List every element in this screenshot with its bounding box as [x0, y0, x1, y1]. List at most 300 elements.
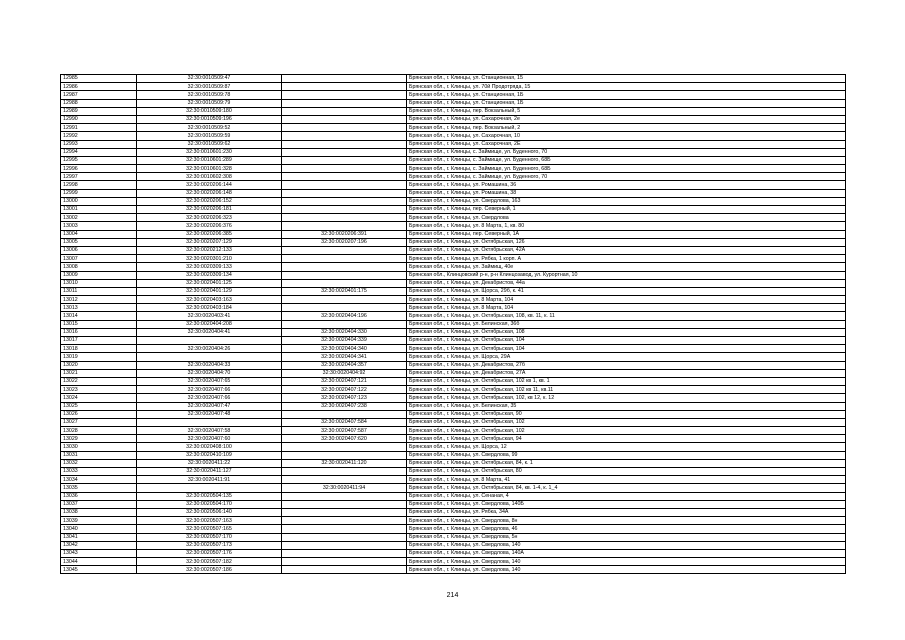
table-row — [61, 484, 846, 492]
table-row — [61, 533, 846, 541]
cadastral-number-cell: 32:30:0020407:60 — [137, 435, 282, 443]
address-cell: Брянская обл., г. Клинцы, ул. Октябрьская, 80 — [407, 468, 846, 476]
row-number-cell: 13014 — [61, 312, 137, 320]
cadastral-number-cell: 32:30:0020411:127 — [137, 468, 282, 476]
table-row — [61, 361, 846, 369]
related-cadastral-number-cell — [282, 320, 407, 328]
address-cell: Брянская обл., г. Клинцы, ул. Декабристов, 27А — [407, 369, 846, 377]
cadastral-number-cell: 32:30:0010509:62 — [137, 140, 282, 148]
address-cell: Брянская обл., г. Клинцы, ул. Октябрьская, 102 — [407, 427, 846, 435]
related-cadastral-number-cell — [282, 132, 407, 140]
cadastral-number-cell: 32:30:0020411:22 — [137, 459, 282, 467]
related-cadastral-number-cell — [282, 214, 407, 222]
related-cadastral-number-cell — [282, 541, 407, 549]
cadastral-number-cell: 32:30:0020212:133 — [137, 246, 282, 254]
table-row — [61, 386, 846, 394]
address-cell: Брянская обл., г. Клинцы, ул. Октябрьская, 104 — [407, 345, 846, 353]
cadastral-number-cell: 32:30:0020507:165 — [137, 525, 282, 533]
address-cell: Брянская обл., Клинцовский р-н, р-н Клинцозавод, ул. Курортная, 10 — [407, 271, 846, 279]
table-row — [61, 353, 846, 361]
row-number-cell: 12986 — [61, 83, 137, 91]
row-number-cell: 13043 — [61, 549, 137, 557]
row-number-cell: 12988 — [61, 99, 137, 107]
related-cadastral-number-cell: 32:30:0020404:92 — [282, 369, 407, 377]
address-cell: Брянская обл., г. Клинцы, ул. Станционная, 1Б — [407, 91, 846, 99]
table-row — [61, 279, 846, 287]
property-register-table — [60, 74, 846, 574]
cadastral-number-cell: 32:30:0020207:129 — [137, 238, 282, 246]
row-number-cell: 13010 — [61, 279, 137, 287]
related-cadastral-number-cell — [282, 492, 407, 500]
address-cell: Брянская обл., г. Клинцы, ул. Октябрьская, 108 — [407, 328, 846, 336]
related-cadastral-number-cell: 32:30:0020411:94 — [282, 484, 407, 492]
related-cadastral-number-cell: 32:30:0020407:121 — [282, 377, 407, 385]
cadastral-number-cell: 32:30:0010601:328 — [137, 165, 282, 173]
table-row — [61, 206, 846, 214]
cadastral-number-cell — [137, 484, 282, 492]
table-row — [61, 115, 846, 123]
related-cadastral-number-cell — [282, 500, 407, 508]
address-cell: Брянская обл., г. Клинцы, ул. Свердлова, 163 — [407, 197, 846, 205]
row-number-cell: 13004 — [61, 230, 137, 238]
related-cadastral-number-cell — [282, 206, 407, 214]
cadastral-number-cell: 32:30:0020206:376 — [137, 222, 282, 230]
table-row — [61, 320, 846, 328]
address-cell: Брянская обл., г. Клинцы, ул. Щорса, 12 — [407, 443, 846, 451]
related-cadastral-number-cell — [282, 83, 407, 91]
address-cell: Брянская обл., г. Клинцы, ул. Щорса, 29б, к. 41 — [407, 287, 846, 295]
cadastral-number-cell: 32:30:0010601:289 — [137, 156, 282, 164]
cadastral-number-cell: 32:30:0020407:48 — [137, 410, 282, 418]
related-cadastral-number-cell — [282, 468, 407, 476]
address-cell: Брянская обл., г. Клинцы, пер. Вокзальный, 2 — [407, 124, 846, 132]
row-number-cell: 13033 — [61, 468, 137, 476]
cadastral-number-cell: 32:30:0020404:70 — [137, 369, 282, 377]
related-cadastral-number-cell — [282, 173, 407, 181]
cadastral-number-cell: 32:30:0020309:134 — [137, 271, 282, 279]
related-cadastral-number-cell — [282, 75, 407, 83]
table-row — [61, 197, 846, 205]
row-number-cell: 13030 — [61, 443, 137, 451]
related-cadastral-number-cell: 32:30:0020407:584 — [282, 418, 407, 426]
address-cell: Брянская обл., г. Клинцы, с. Займище, ул. Буденного, 70 — [407, 148, 846, 156]
cadastral-number-cell: 32:30:0010602:308 — [137, 173, 282, 181]
address-cell: Брянская обл., г. Клинцы, ул. Октябрьская, 84, кв. 1-4, к. 1_4 — [407, 484, 846, 492]
row-number-cell: 13011 — [61, 287, 137, 295]
related-cadastral-number-cell — [282, 476, 407, 484]
address-cell: Брянская обл., г. Клинцы, ул. Октябрьская, 102 кв 1, кв. 1 — [407, 377, 846, 385]
table-row — [61, 566, 846, 574]
related-cadastral-number-cell — [282, 271, 407, 279]
related-cadastral-number-cell: 32:30:0020404:196 — [282, 312, 407, 320]
cadastral-number-cell: 32:30:0020206:385 — [137, 230, 282, 238]
row-number-cell: 13045 — [61, 566, 137, 574]
table-row — [61, 91, 846, 99]
row-number-cell: 13020 — [61, 361, 137, 369]
cadastral-number-cell: 32:30:0020504:170 — [137, 500, 282, 508]
address-cell: Брянская обл., г. Клинцы, ул. Октябрьская, 126 — [407, 238, 846, 246]
row-number-cell: 13022 — [61, 377, 137, 385]
cadastral-number-cell: 32:30:0020507:170 — [137, 533, 282, 541]
table-row — [61, 345, 846, 353]
address-cell: Брянская обл., г. Клинцы, ул. Свердлова, 140 — [407, 541, 846, 549]
row-number-cell: 13005 — [61, 238, 137, 246]
row-number-cell: 13026 — [61, 410, 137, 418]
table-row — [61, 214, 846, 222]
related-cadastral-number-cell — [282, 517, 407, 525]
related-cadastral-number-cell — [282, 189, 407, 197]
row-number-cell: 12995 — [61, 156, 137, 164]
address-cell: Брянская обл., г. Клинцы, ул. Октябрьская, 102, кв 12, к. 12 — [407, 394, 846, 402]
related-cadastral-number-cell — [282, 508, 407, 516]
cadastral-number-cell: 32:30:0020404:26 — [137, 345, 282, 353]
row-number-cell: 13017 — [61, 337, 137, 345]
related-cadastral-number-cell — [282, 566, 407, 574]
table-row — [61, 459, 846, 467]
table-row — [61, 99, 846, 107]
cadastral-number-cell: 32:30:0010601:230 — [137, 148, 282, 156]
table-row — [61, 255, 846, 263]
table-row — [61, 394, 846, 402]
row-number-cell: 12992 — [61, 132, 137, 140]
address-cell: Брянская обл., г. Клинцы, ул. Станционная, 1Б — [407, 99, 846, 107]
related-cadastral-number-cell: 32:30:0020404:339 — [282, 337, 407, 345]
row-number-cell: 13029 — [61, 435, 137, 443]
related-cadastral-number-cell: 32:30:0020404:357 — [282, 361, 407, 369]
row-number-cell: 13027 — [61, 418, 137, 426]
row-number-cell: 13028 — [61, 427, 137, 435]
row-number-cell: 12985 — [61, 75, 137, 83]
table-row — [61, 377, 846, 385]
row-number-cell: 12989 — [61, 107, 137, 115]
address-cell: Брянская обл., г. Клинцы, ул. Сахарочная, 2е — [407, 115, 846, 123]
related-cadastral-number-cell — [282, 304, 407, 312]
table-row — [61, 271, 846, 279]
address-cell: Брянская обл., г. Клинцы, с. Займище, ул. Буденного, 68Б — [407, 165, 846, 173]
address-cell: Брянская обл., г. Клинцы, ул. Белинская, 36б — [407, 320, 846, 328]
related-cadastral-number-cell: 32:30:0020207:196 — [282, 238, 407, 246]
related-cadastral-number-cell — [282, 410, 407, 418]
table-row — [61, 500, 846, 508]
table-row — [61, 427, 846, 435]
cadastral-number-cell: 32:30:0020507:182 — [137, 558, 282, 566]
row-number-cell: 13038 — [61, 508, 137, 516]
table-row — [61, 238, 846, 246]
cadastral-number-cell: 32:30:0010509:87 — [137, 83, 282, 91]
row-number-cell: 13000 — [61, 197, 137, 205]
cadastral-number-cell — [137, 337, 282, 345]
address-cell: Брянская обл., г. Клинцы, с. Займище, ул. Буденного, 70 — [407, 173, 846, 181]
cadastral-number-cell: 32:30:0010509:59 — [137, 132, 282, 140]
address-cell: Брянская обл., г. Клинцы, ул. Свердлова, 140 — [407, 558, 846, 566]
address-cell: Брянская обл., г. Клинцы, ул. Ромашина, 36 — [407, 181, 846, 189]
table-row — [61, 517, 846, 525]
related-cadastral-number-cell: 32:30:0020407:122 — [282, 386, 407, 394]
row-number-cell: 13012 — [61, 296, 137, 304]
row-number-cell: 13041 — [61, 533, 137, 541]
table-row — [61, 222, 846, 230]
related-cadastral-number-cell — [282, 533, 407, 541]
cadastral-number-cell: 32:30:0020507:176 — [137, 549, 282, 557]
related-cadastral-number-cell: 32:30:0020404:341 — [282, 353, 407, 361]
cadastral-number-cell: 32:30:0010509:78 — [137, 91, 282, 99]
related-cadastral-number-cell — [282, 451, 407, 459]
table-row — [61, 451, 846, 459]
row-number-cell: 13031 — [61, 451, 137, 459]
cadastral-number-cell: 32:30:0020401:129 — [137, 287, 282, 295]
table-row — [61, 140, 846, 148]
related-cadastral-number-cell: 32:30:0020206:391 — [282, 230, 407, 238]
cadastral-number-cell: 32:30:0010509:196 — [137, 115, 282, 123]
register-table-body — [61, 75, 846, 574]
address-cell: Брянская обл., г. Клинцы, ул. Станционная, 15 — [407, 75, 846, 83]
row-number-cell: 13036 — [61, 492, 137, 500]
row-number-cell: 13013 — [61, 304, 137, 312]
table-row — [61, 263, 846, 271]
address-cell: Брянская обл., г. Клинцы, ул. 70й Продотряда, 15 — [407, 83, 846, 91]
cadastral-number-cell: 32:30:0020206:181 — [137, 206, 282, 214]
related-cadastral-number-cell: 32:30:0020404:340 — [282, 345, 407, 353]
address-cell: Брянская обл., г. Клинцы, пер. Северный, 1 — [407, 206, 846, 214]
row-number-cell: 13007 — [61, 255, 137, 263]
address-cell: Брянская обл., г. Клинцы, ул. Свердлова, 140 — [407, 566, 846, 574]
row-number-cell: 13015 — [61, 320, 137, 328]
table-row — [61, 230, 846, 238]
table-row — [61, 246, 846, 254]
address-cell: Брянская обл., г. Клинцы, ул. Белинская, 35 — [407, 402, 846, 410]
row-number-cell: 13040 — [61, 525, 137, 533]
cadastral-number-cell: 32:30:0020206:323 — [137, 214, 282, 222]
address-cell: Брянская обл., г. Клинцы, ул. Свердлова, 5н — [407, 533, 846, 541]
cadastral-number-cell: 32:30:0020407:47 — [137, 402, 282, 410]
row-number-cell: 12993 — [61, 140, 137, 148]
related-cadastral-number-cell — [282, 148, 407, 156]
address-cell: Брянская обл., г. Клинцы, ул. Октябрьская, 94 — [407, 435, 846, 443]
row-number-cell: 13002 — [61, 214, 137, 222]
address-cell: Брянская обл., г. Клинцы, ул. Октябрьская, 108, кв. 11, к. 11 — [407, 312, 846, 320]
cadastral-number-cell: 32:30:0020507:173 — [137, 541, 282, 549]
row-number-cell: 13009 — [61, 271, 137, 279]
row-number-cell: 13025 — [61, 402, 137, 410]
table-row — [61, 165, 846, 173]
table-row — [61, 189, 846, 197]
table-row — [61, 124, 846, 132]
address-cell: Брянская обл., г. Клинцы, пер. Северный, 1А — [407, 230, 846, 238]
cadastral-number-cell: 32:30:0020410:109 — [137, 451, 282, 459]
row-number-cell: 13008 — [61, 263, 137, 271]
row-number-cell: 13003 — [61, 222, 137, 230]
row-number-cell: 13006 — [61, 246, 137, 254]
cadastral-number-cell: 32:30:0020403:163 — [137, 296, 282, 304]
cadastral-number-cell — [137, 418, 282, 426]
row-number-cell: 12990 — [61, 115, 137, 123]
row-number-cell: 13021 — [61, 369, 137, 377]
related-cadastral-number-cell — [282, 279, 407, 287]
row-number-cell: 13042 — [61, 541, 137, 549]
related-cadastral-number-cell — [282, 99, 407, 107]
related-cadastral-number-cell: 32:30:0020407:238 — [282, 402, 407, 410]
address-cell: Брянская обл., г. Клинцы, ул. Свердлова, 99 — [407, 451, 846, 459]
related-cadastral-number-cell — [282, 558, 407, 566]
table-row — [61, 492, 846, 500]
table-row — [61, 435, 846, 443]
address-cell: Брянская обл., г. Клинцы, ул. Октябрьская, 104 — [407, 337, 846, 345]
row-number-cell: 13039 — [61, 517, 137, 525]
table-row — [61, 173, 846, 181]
related-cadastral-number-cell — [282, 296, 407, 304]
related-cadastral-number-cell — [282, 107, 407, 115]
cadastral-number-cell: 32:30:0020408:100 — [137, 443, 282, 451]
cadastral-number-cell — [137, 353, 282, 361]
related-cadastral-number-cell — [282, 222, 407, 230]
address-cell: Брянская обл., г. Клинцы, ул. 8 Марта, 104 — [407, 304, 846, 312]
related-cadastral-number-cell — [282, 255, 407, 263]
cadastral-number-cell: 32:30:0010509:52 — [137, 124, 282, 132]
related-cadastral-number-cell — [282, 165, 407, 173]
address-cell: Брянская обл., г. Клинцы, ул. Октябрьская, 102 кв 11, кв.11 — [407, 386, 846, 394]
address-cell: Брянская обл., г. Клинцы, ул. Рябка, 34А — [407, 508, 846, 516]
related-cadastral-number-cell: 32:30:0020404:330 — [282, 328, 407, 336]
related-cadastral-number-cell — [282, 246, 407, 254]
related-cadastral-number-cell — [282, 525, 407, 533]
address-cell: Брянская обл., г. Клинцы, ул. Свердлова — [407, 214, 846, 222]
address-cell: Брянская обл., г. Клинцы, ул. 8 Марта, 104 — [407, 296, 846, 304]
row-number-cell: 13035 — [61, 484, 137, 492]
related-cadastral-number-cell — [282, 124, 407, 132]
cadastral-number-cell: 32:30:0020504:135 — [137, 492, 282, 500]
row-number-cell: 12999 — [61, 189, 137, 197]
address-cell: Брянская обл., г. Клинцы, с. Займище, ул. Буденного, 68Б — [407, 156, 846, 164]
row-number-cell: 12994 — [61, 148, 137, 156]
row-number-cell: 13037 — [61, 500, 137, 508]
address-cell: Брянская обл., г. Клинцы, ул. Ромашина, 38 — [407, 189, 846, 197]
related-cadastral-number-cell — [282, 181, 407, 189]
cadastral-number-cell: 32:30:0010509:79 — [137, 99, 282, 107]
page-number: 214 — [446, 592, 459, 599]
related-cadastral-number-cell: 32:30:0020401:175 — [282, 287, 407, 295]
row-number-cell: 12987 — [61, 91, 137, 99]
table-row — [61, 549, 846, 557]
table-row — [61, 558, 846, 566]
address-cell: Брянская обл., г. Клинцы, ул. 8 Марта, 1, кв. 80 — [407, 222, 846, 230]
address-cell: Брянская обл., г. Клинцы, ул. Сенаная, 4 — [407, 492, 846, 500]
cadastral-number-cell: 32:30:0020206:152 — [137, 197, 282, 205]
row-number-cell: 13034 — [61, 476, 137, 484]
cadastral-number-cell: 32:30:0020407:66 — [137, 394, 282, 402]
table-row — [61, 107, 846, 115]
address-cell: Брянская обл., г. Клинцы, ул. Октябрьская, 90 — [407, 410, 846, 418]
cadastral-number-cell: 32:30:0020403:41 — [137, 312, 282, 320]
related-cadastral-number-cell: 32:30:0020407:620 — [282, 435, 407, 443]
cadastral-number-cell: 32:30:0010509:47 — [137, 75, 282, 83]
row-number-cell: 12997 — [61, 173, 137, 181]
cadastral-number-cell: 32:30:0020206:148 — [137, 189, 282, 197]
related-cadastral-number-cell — [282, 197, 407, 205]
address-cell: Брянская обл., г. Клинцы, пер. Вокзальный, 5 — [407, 107, 846, 115]
row-number-cell: 13032 — [61, 459, 137, 467]
table-row — [61, 418, 846, 426]
address-cell: Брянская обл., г. Клинцы, ул. Свердлова, 8н — [407, 517, 846, 525]
table-row — [61, 525, 846, 533]
table-row — [61, 148, 846, 156]
address-cell: Брянская обл., г. Клинцы, ул. Октябрьская, 102 — [407, 418, 846, 426]
cadastral-number-cell: 32:30:0020404:41 — [137, 328, 282, 336]
cadastral-number-cell: 32:30:0020407:58 — [137, 427, 282, 435]
address-cell: Брянская обл., г. Клинцы, ул. Сахарочная, 10 — [407, 132, 846, 140]
address-cell: Брянская обл., г. Клинцы, ул. 8 Марта, 41 — [407, 476, 846, 484]
related-cadastral-number-cell — [282, 91, 407, 99]
table-row — [61, 156, 846, 164]
table-row — [61, 83, 846, 91]
row-number-cell: 13023 — [61, 386, 137, 394]
table-row — [61, 402, 846, 410]
address-cell: Брянская обл., г. Клинцы, ул. Щорса, 29А — [407, 353, 846, 361]
table-row — [61, 369, 846, 377]
cadastral-number-cell: 32:30:0020507:163 — [137, 517, 282, 525]
cadastral-number-cell: 32:30:0020309:133 — [137, 263, 282, 271]
table-row — [61, 287, 846, 295]
cadastral-number-cell: 32:30:0020407:66 — [137, 386, 282, 394]
table-row — [61, 181, 846, 189]
related-cadastral-number-cell: 32:30:0020407:123 — [282, 394, 407, 402]
related-cadastral-number-cell — [282, 140, 407, 148]
row-number-cell: 12998 — [61, 181, 137, 189]
address-cell: Брянская обл., г. Клинцы, ул. Рябка, 1 корп. А — [407, 255, 846, 263]
row-number-cell: 13001 — [61, 206, 137, 214]
table-row — [61, 75, 846, 83]
cadastral-number-cell: 32:30:0020411:91 — [137, 476, 282, 484]
table-row — [61, 337, 846, 345]
table-row — [61, 476, 846, 484]
table-row — [61, 468, 846, 476]
table-row — [61, 410, 846, 418]
row-number-cell: 13019 — [61, 353, 137, 361]
address-cell: Брянская обл., г. Клинцы, ул. Свердлова, 140Б — [407, 500, 846, 508]
related-cadastral-number-cell — [282, 156, 407, 164]
cadastral-number-cell: 32:30:0020507:186 — [137, 566, 282, 574]
table-row — [61, 443, 846, 451]
cadastral-number-cell: 32:30:0020404:33 — [137, 361, 282, 369]
cadastral-number-cell: 32:30:0020403:184 — [137, 304, 282, 312]
table-row — [61, 508, 846, 516]
row-number-cell: 12996 — [61, 165, 137, 173]
address-cell: Брянская обл., г. Клинцы, ул. Сахарочная, 2Е — [407, 140, 846, 148]
address-cell: Брянская обл., г. Клинцы, ул. Октябрьская, 42А — [407, 246, 846, 254]
cadastral-number-cell: 32:30:0020206:144 — [137, 181, 282, 189]
cadastral-number-cell: 32:30:0020401:125 — [137, 279, 282, 287]
address-cell: Брянская обл., г. Клинцы, ул. Займищ, 40е — [407, 263, 846, 271]
table-row — [61, 304, 846, 312]
cadastral-number-cell: 32:30:0020506:140 — [137, 508, 282, 516]
related-cadastral-number-cell — [282, 263, 407, 271]
table-row — [61, 328, 846, 336]
row-number-cell: 13018 — [61, 345, 137, 353]
address-cell: Брянская обл., г. Клинцы, ул. Свердлова, 46 — [407, 525, 846, 533]
address-cell: Брянская обл., г. Клинцы, ул. Декабристов, 44а — [407, 279, 846, 287]
related-cadastral-number-cell: 32:30:0020411:120 — [282, 459, 407, 467]
related-cadastral-number-cell — [282, 115, 407, 123]
row-number-cell: 13044 — [61, 558, 137, 566]
address-cell: Брянская обл., г. Клинцы, ул. Свердлова, 140А — [407, 549, 846, 557]
related-cadastral-number-cell — [282, 549, 407, 557]
address-cell: Брянская обл., г. Клинцы, ул. Декабристов, 27б — [407, 361, 846, 369]
cadastral-number-cell: 32:30:0020301:210 — [137, 255, 282, 263]
address-cell: Брянская обл., г. Клинцы, ул. Октябрьская, 84, к. 1 — [407, 459, 846, 467]
related-cadastral-number-cell: 32:30:0020407:587 — [282, 427, 407, 435]
related-cadastral-number-cell — [282, 443, 407, 451]
row-number-cell: 13024 — [61, 394, 137, 402]
cadastral-number-cell: 32:30:0010509:180 — [137, 107, 282, 115]
